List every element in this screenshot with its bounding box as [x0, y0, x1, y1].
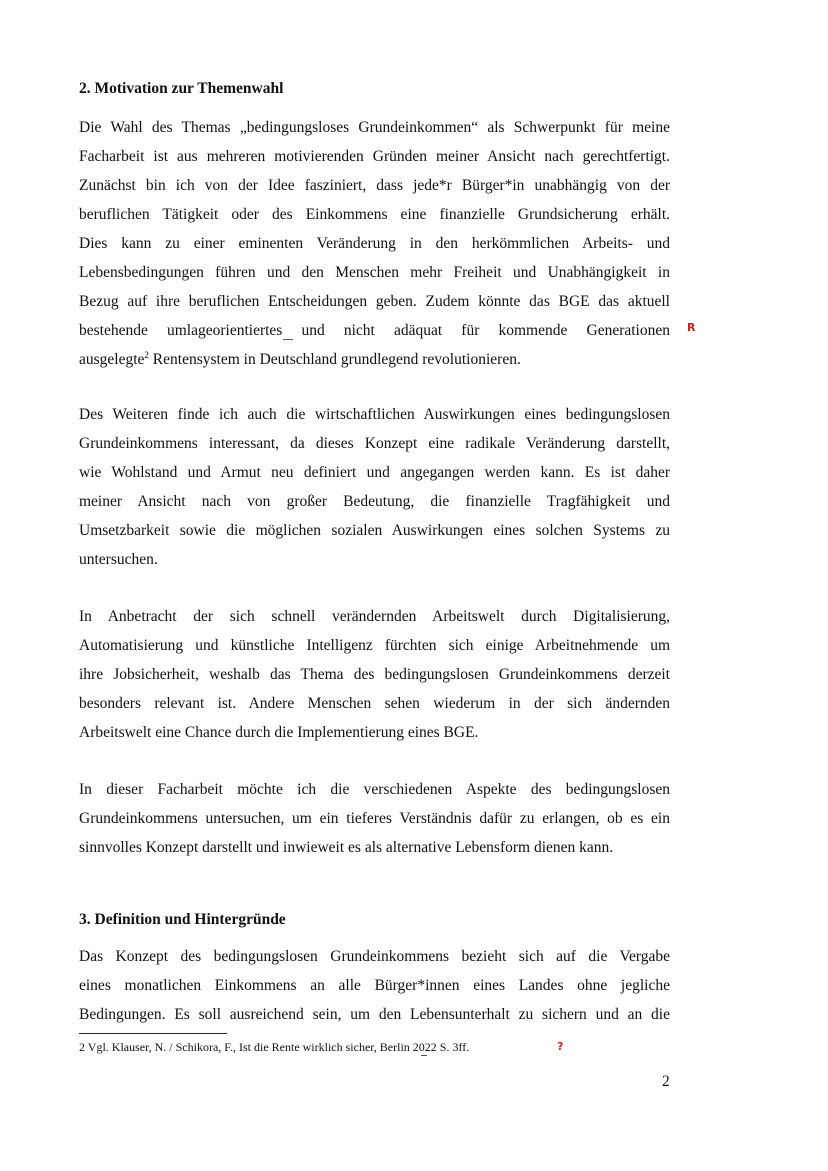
- text-line: sinnvolles Konzept darstellt und inwieweit es als alternative Lebensform dienen kann.: [79, 839, 614, 856]
- page-number: 2: [662, 1073, 670, 1090]
- section-heading-motivation: 2. Motivation zur Themenwahl: [79, 80, 284, 97]
- text-line: Des Weiteren finde ich auch die wirtschaftlichen Auswirkungen eines bedingungslosen: [79, 406, 670, 423]
- footnote-correction-underline: [421, 1052, 427, 1056]
- correction-underline: [283, 336, 293, 340]
- text-line: beruflichen Tätigkeit oder des Einkommens eine finanzielle Grundsicherung erhält.: [79, 206, 670, 223]
- text-line: Grundeinkommens untersuchen, um ein tieferes Verständnis dafür zu erlangen, ob es ein: [79, 810, 670, 827]
- margin-correction-mark: R: [687, 321, 696, 334]
- text-line: In Anbetracht der sich schnell verändernden Arbeitswelt durch Digitalisierung,: [79, 608, 670, 625]
- text-line: Bedingungen. Es soll ausreichend sein, um den Lebensunterhalt zu sichern und an die: [79, 1006, 670, 1023]
- text-line: ihre Jobsicherheit, weshalb das Thema des bedingungslosen Grundeinkommens derzeit: [79, 666, 670, 683]
- text-line: besonders relevant ist. Andere Menschen sehen wiederum in der sich ändernden: [79, 695, 670, 712]
- section-heading-definition: 3. Definition und Hintergründe: [79, 911, 286, 928]
- footnote-question-mark: ?: [557, 1040, 564, 1053]
- text-line: Grundeinkommens interessant, da dieses Konzept eine radikale Veränderung darstellt,: [79, 435, 670, 452]
- paragraph-motivation-2: [79, 400, 670, 574]
- text-line: Arbeitswelt eine Chance durch die Implementierung eines BGE.: [79, 724, 479, 741]
- text-line: Zunächst bin ich von der Idee fasziniert, dass jede*r Bürger*in unabhängig von der: [79, 177, 670, 194]
- text-line: Lebensbedingungen führen und den Menschen mehr Freiheit und Unabhängigkeit in: [79, 264, 670, 281]
- text-line: bestehende umlageorientiertes und nicht adäquat für kommende Generationen: [79, 322, 670, 339]
- footnote-reference[interactable]: 2: [144, 349, 149, 360]
- text-line: Umsetzbarkeit sowie die möglichen sozialen Auswirkungen eines solchen Systems zu: [79, 522, 670, 539]
- text-line: wie Wohlstand und Armut neu definiert und angegangen werden kann. Es ist daher: [79, 464, 670, 481]
- text-line: untersuchen.: [79, 551, 158, 568]
- text-line: Dies kann zu einer eminenten Veränderung in den herkömmlichen Arbeits- und: [79, 235, 670, 252]
- paragraph-motivation-3: [79, 602, 670, 747]
- text-line: Automatisierung und künstliche Intelligenz fürchten sich einige Arbeitnehmende um: [79, 637, 670, 654]
- text-line: Das Konzept des bedingungslosen Grundeinkommens bezieht sich auf die Vergabe: [79, 948, 670, 965]
- text-line: meiner Ansicht nach von großer Bedeutung, die finanzielle Tragfähigkeit und: [79, 493, 670, 510]
- text-line: eines monatlichen Einkommens an alle Bürger*innen eines Landes ohne jegliche: [79, 977, 670, 994]
- paragraph-definition-1: [79, 942, 670, 1029]
- text-line: Bezug auf ihre beruflichen Entscheidungen geben. Zudem könnte das BGE das aktuell: [79, 293, 670, 310]
- paragraph-motivation-1: [79, 113, 670, 374]
- text-line: In dieser Facharbeit möchte ich die verschiedenen Aspekte des bedingungslosen: [79, 781, 670, 798]
- text-line: ausgelegte$^2$ Rentensystem in Deutschland grundlegend revolutionieren.: [79, 349, 521, 368]
- text-line: Facharbeit ist aus mehreren motivierenden Gründen meiner Ansicht nach gerechtfertigt.: [79, 148, 670, 165]
- text-line: Die Wahl des Themas „bedingungsloses Grundeinkommen“ als Schwerpunkt für meine: [79, 119, 670, 136]
- footnote-text: 2 Vgl. Klauser, N. / Schikora, F., Ist die Rente wirklich sicher, Berlin 2022 S. 3ff.: [79, 1040, 470, 1054]
- footnote-separator: [79, 1033, 227, 1034]
- paragraph-motivation-4: [79, 775, 670, 862]
